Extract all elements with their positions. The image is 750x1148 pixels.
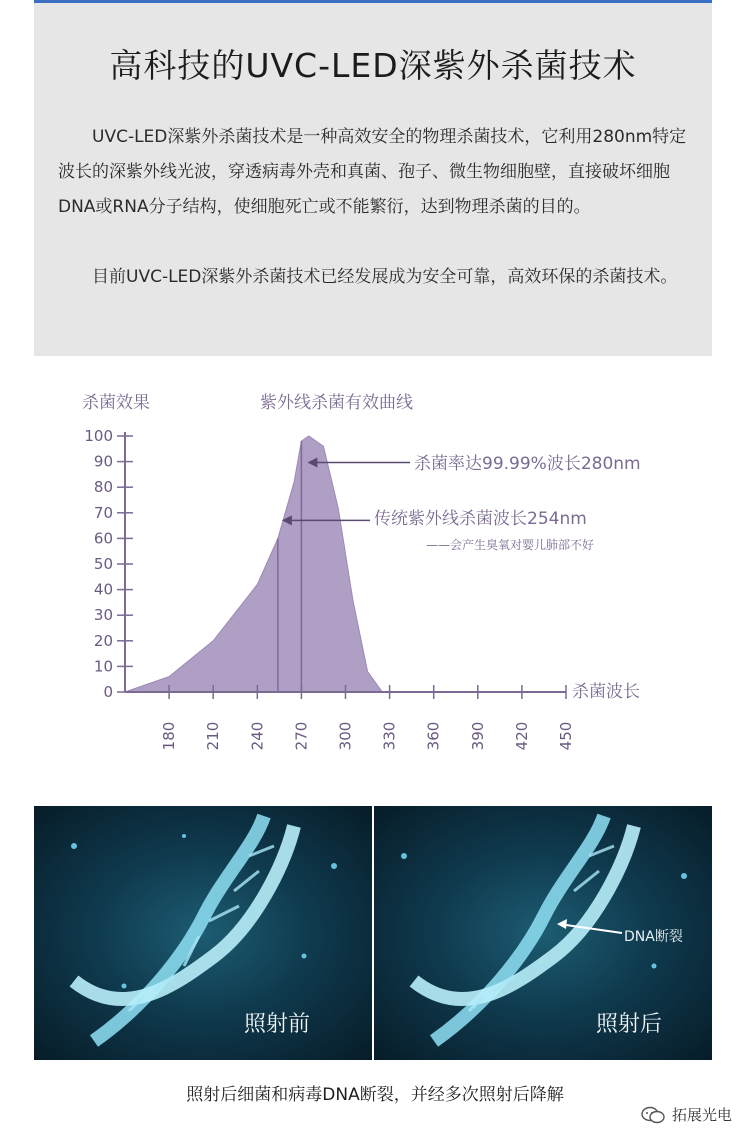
bottom-caption: 照射后细菌和病毒DNA断裂，并经多次照射后降解 [186, 1085, 564, 1105]
chart-x-axis-label: 杀菌波长 [572, 682, 640, 702]
x-tick-label: 210 [204, 721, 223, 751]
y-tick-label: 0 [103, 683, 113, 701]
chart-y-axis-label: 杀菌效果 [82, 393, 150, 413]
chart-title: 紫外线杀菌有效曲线 [260, 393, 413, 413]
x-tick-label: 330 [380, 721, 399, 751]
y-tick-label: 40 [93, 580, 113, 599]
y-tick-label: 90 [93, 452, 113, 471]
dna-after-image [374, 806, 712, 1060]
x-tick-label: 240 [248, 721, 267, 751]
y-tick-label: 30 [93, 606, 113, 625]
before-label: 照射前 [244, 1012, 311, 1037]
intro-paragraph-1: UVC-LED深紫外杀菌技术是一种高效安全的物理杀菌技术，它利用280nm特定波长的深紫外线光波，穿透病毒外壳和真菌、孢子、微生物细胞壁，直接破坏细胞DNA或RNA分子结构，使细胞死亡或不能繁衍，达到物理杀菌的目的。 [58, 127, 687, 217]
annotation-254nm: 传统紫外线杀菌波长254nm [374, 509, 587, 529]
annotation-280nm: 杀菌率达99.99%波长280nm [414, 454, 641, 474]
uv-chart-svg [34, 356, 712, 776]
brand-watermark [640, 1104, 732, 1125]
after-label: 照射后 [596, 1012, 663, 1037]
x-tick-label: 270 [292, 721, 311, 751]
y-tick-label: 100 [84, 427, 113, 445]
y-tick-label: 20 [93, 631, 113, 650]
wechat-icon [640, 1106, 666, 1124]
dna-break-label: DNA断裂 [624, 929, 683, 945]
y-tick-label: 60 [93, 529, 113, 548]
x-tick-label: 390 [468, 721, 487, 751]
dna-helix-icon [34, 806, 372, 1060]
y-tick-label: 10 [93, 657, 113, 676]
brand-name: 拓展光电 [671, 1106, 732, 1124]
y-tick-label: 50 [93, 555, 113, 573]
y-tick-label: 70 [93, 503, 113, 522]
dna-before-image [34, 806, 372, 1060]
page-title: 高科技的UVC-LED深紫外杀菌技术 [109, 46, 637, 85]
x-tick-label: 180 [160, 721, 179, 751]
y-tick-label: 80 [93, 478, 113, 497]
curve-area [125, 436, 382, 692]
x-tick-label: 420 [512, 721, 531, 751]
intro-paragraph-2: 目前UVC-LED深紫外杀菌技术已经发展成为安全可靠，高效环保的杀菌技术。 [92, 267, 678, 287]
x-tick-label: 360 [424, 721, 443, 751]
page-margin [0, 0, 34, 1148]
top-accent-line [34, 0, 712, 3]
x-tick-label: 450 [557, 721, 575, 751]
annotation-ozone-note: ——会产生臭氧对婴儿肺部不好 [426, 538, 595, 552]
uv-chart [34, 356, 712, 776]
x-tick-label: 300 [336, 721, 355, 751]
